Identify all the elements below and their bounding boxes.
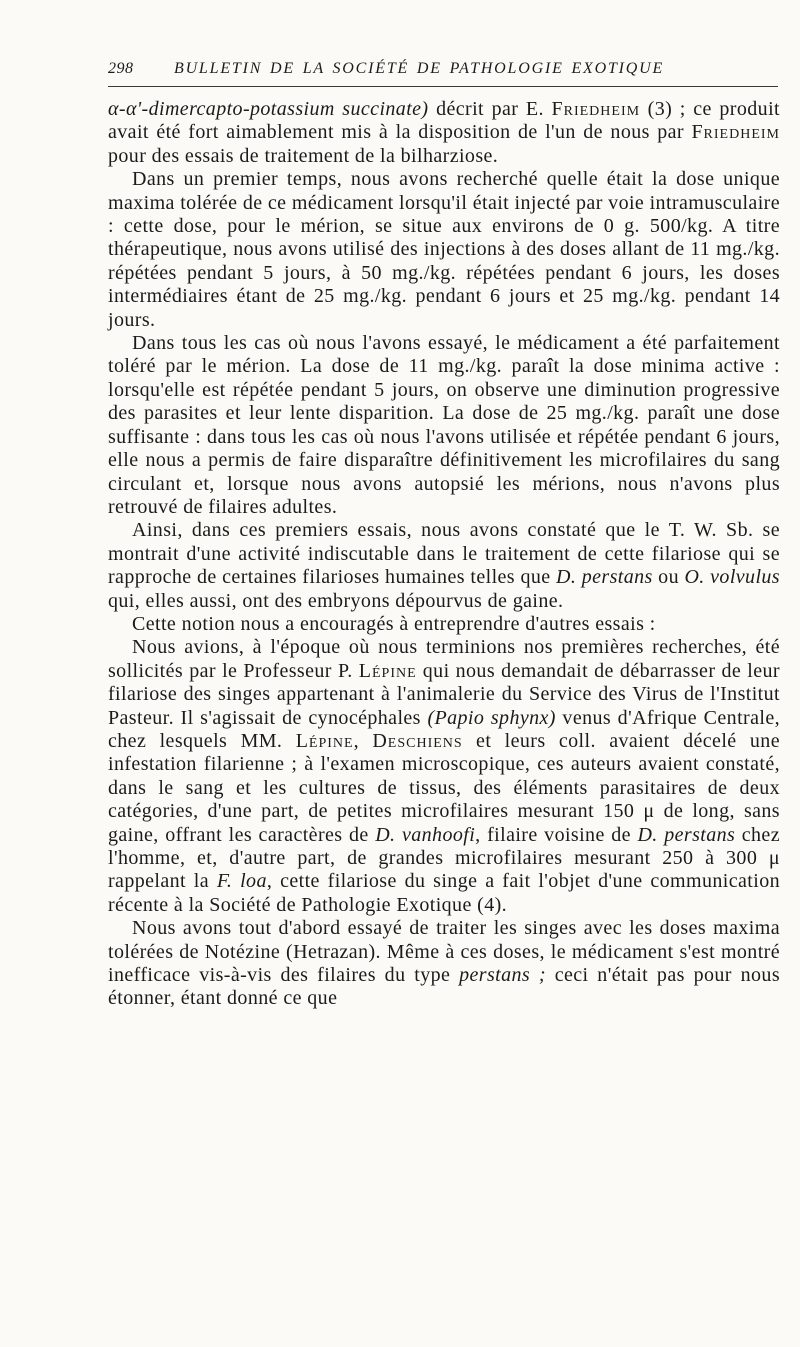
species-name: O. volvulus	[684, 566, 780, 589]
text-span: pour des essais de traitement de la bilharziose.	[108, 144, 499, 167]
species-name: D. vanhoofi	[375, 823, 476, 846]
paragraph-4	[108, 519, 780, 613]
paragraph-1	[108, 98, 780, 168]
author-name: Lépine	[358, 659, 417, 682]
author-name: Friedheim	[691, 121, 780, 144]
text-span: chez l'homme, et, d'autre part, de grandes microfilaires mesurant 250 à 300 μ rappelant la	[108, 823, 780, 893]
body-text	[108, 98, 780, 1011]
text-span: , filaire voisine de	[475, 823, 638, 846]
text-span: qui, elles aussi, ont des embryons dépourvus de gaine.	[108, 589, 564, 612]
author-name: Deschiens	[372, 729, 463, 752]
species-name: perstans ;	[459, 964, 546, 987]
text-span: Dans un premier temps, nous avons recherché quelle était la dose unique maxima tolérée de ce médicament lorsqu'il était injecté par voie intramusculaire : cette dose, pour le mérion, se situe aux environs de 0 g. 500/kg. A titre thérapeutique, nous avons utilisé des injections à des doses allant de 11 mg./kg. répétées pendant 5 jours, à 50 mg./kg. répétées pendant 6 jours, les doses intermédiaires étant de 25 mg./kg. pendant 6 jours et 25 mg./kg. pendant 14 jours.	[108, 168, 780, 331]
paragraph-6	[108, 636, 780, 917]
text-span: Ainsi, dans ces premiers essais, nous avons constaté que le T. W. Sb. se montrait d'une activité indiscutable dans le traitement de cette filariose qui se rapproche de certaines filarioses humaines telles que	[108, 519, 780, 589]
text-span: , cette filariose du singe a fait l'objet d'une communication récente à la Société de Pathologie Exotique (4).	[108, 870, 780, 916]
text-span: Nous avions, à l'époque où nous terminions nos premières recherches, été sollicités par le Professeur P.	[108, 636, 780, 682]
text-span: et leurs coll. avaient décelé une infestation filarienne ; à l'examen microscopique, ces auteurs avaient constaté, dans le sang et les cultures de tissus, des éléments parasitaires de deux catégories, d'une part, de petites microfilaires mesurant 150 μ de long, sans gaine, offrant les caractères de	[108, 729, 780, 846]
text-span: Dans tous les cas où nous l'avons essayé, le médicament a été parfaitement toléré par le mérion. La dose de 11 mg./kg. paraît la dose minima active : lorsqu'elle est répétée pendant 5 jours, on observe une diminution progressive des parasites et leur lente disparition. La dose de 25 mg./kg. paraît une dose suffisante : dans tous les cas où nous l'avons utilisée et répétée pendant 6 jours, elle nous a permis de faire disparaître définitivement les microfilaires du sang circulant et, lorsque nous avons autopsié les mérions, nous n'avons plus retrouvé de filaires adultes.	[108, 332, 780, 518]
text-span: décrit par E.	[428, 98, 552, 120]
text-span: ,	[353, 729, 373, 752]
text-span: (3) ; ce produit avait été fort aimablement mis à la disposition de l'un de nous par	[108, 98, 780, 144]
species-name: (Papio sphynx)	[427, 706, 556, 729]
text-span: ou	[652, 566, 685, 589]
author-name: Lépine	[295, 729, 354, 752]
text-span: Cette notion nous a encouragés à entreprendre d'autres essais :	[132, 612, 656, 635]
paragraph-2	[108, 168, 780, 332]
text-span: Nous avons tout d'abord essayé de traiter les singes avec les doses maxima tolérées de Notézine (Hetrazan). Même à ces doses, le médicament s'est montré inefficace vis-à-vis des filaires du type	[108, 917, 780, 987]
text-span: qui nous demandait de débarrasser de leur filariose des singes appartenant à l'animalerie du Service des Virus de l'Institut Pasteur. Il s'agissait de cynocéphales	[108, 659, 780, 729]
species-name: D. perstans	[637, 823, 736, 846]
species-name: D. perstans	[556, 566, 653, 589]
text-span: venus d'Afrique Centrale, chez lesquels MM.	[108, 706, 780, 752]
paragraph-3	[108, 332, 780, 519]
species-name: F. loa	[216, 870, 267, 893]
compound-name: α-α'-dimercapto-potassium succinate)	[108, 98, 429, 120]
page-header	[108, 60, 778, 87]
author-name: Friedheim	[551, 98, 641, 120]
page-number: 298	[108, 60, 134, 77]
running-title: BULLETIN DE LA SOCIÉTÉ DE PATHOLOGIE EXOTIQUE	[174, 60, 665, 77]
paragraph-5	[108, 613, 780, 636]
paragraph-7	[108, 917, 780, 1011]
text-span: ceci n'était pas pour nous étonner, étant donné ce que	[108, 964, 780, 1010]
